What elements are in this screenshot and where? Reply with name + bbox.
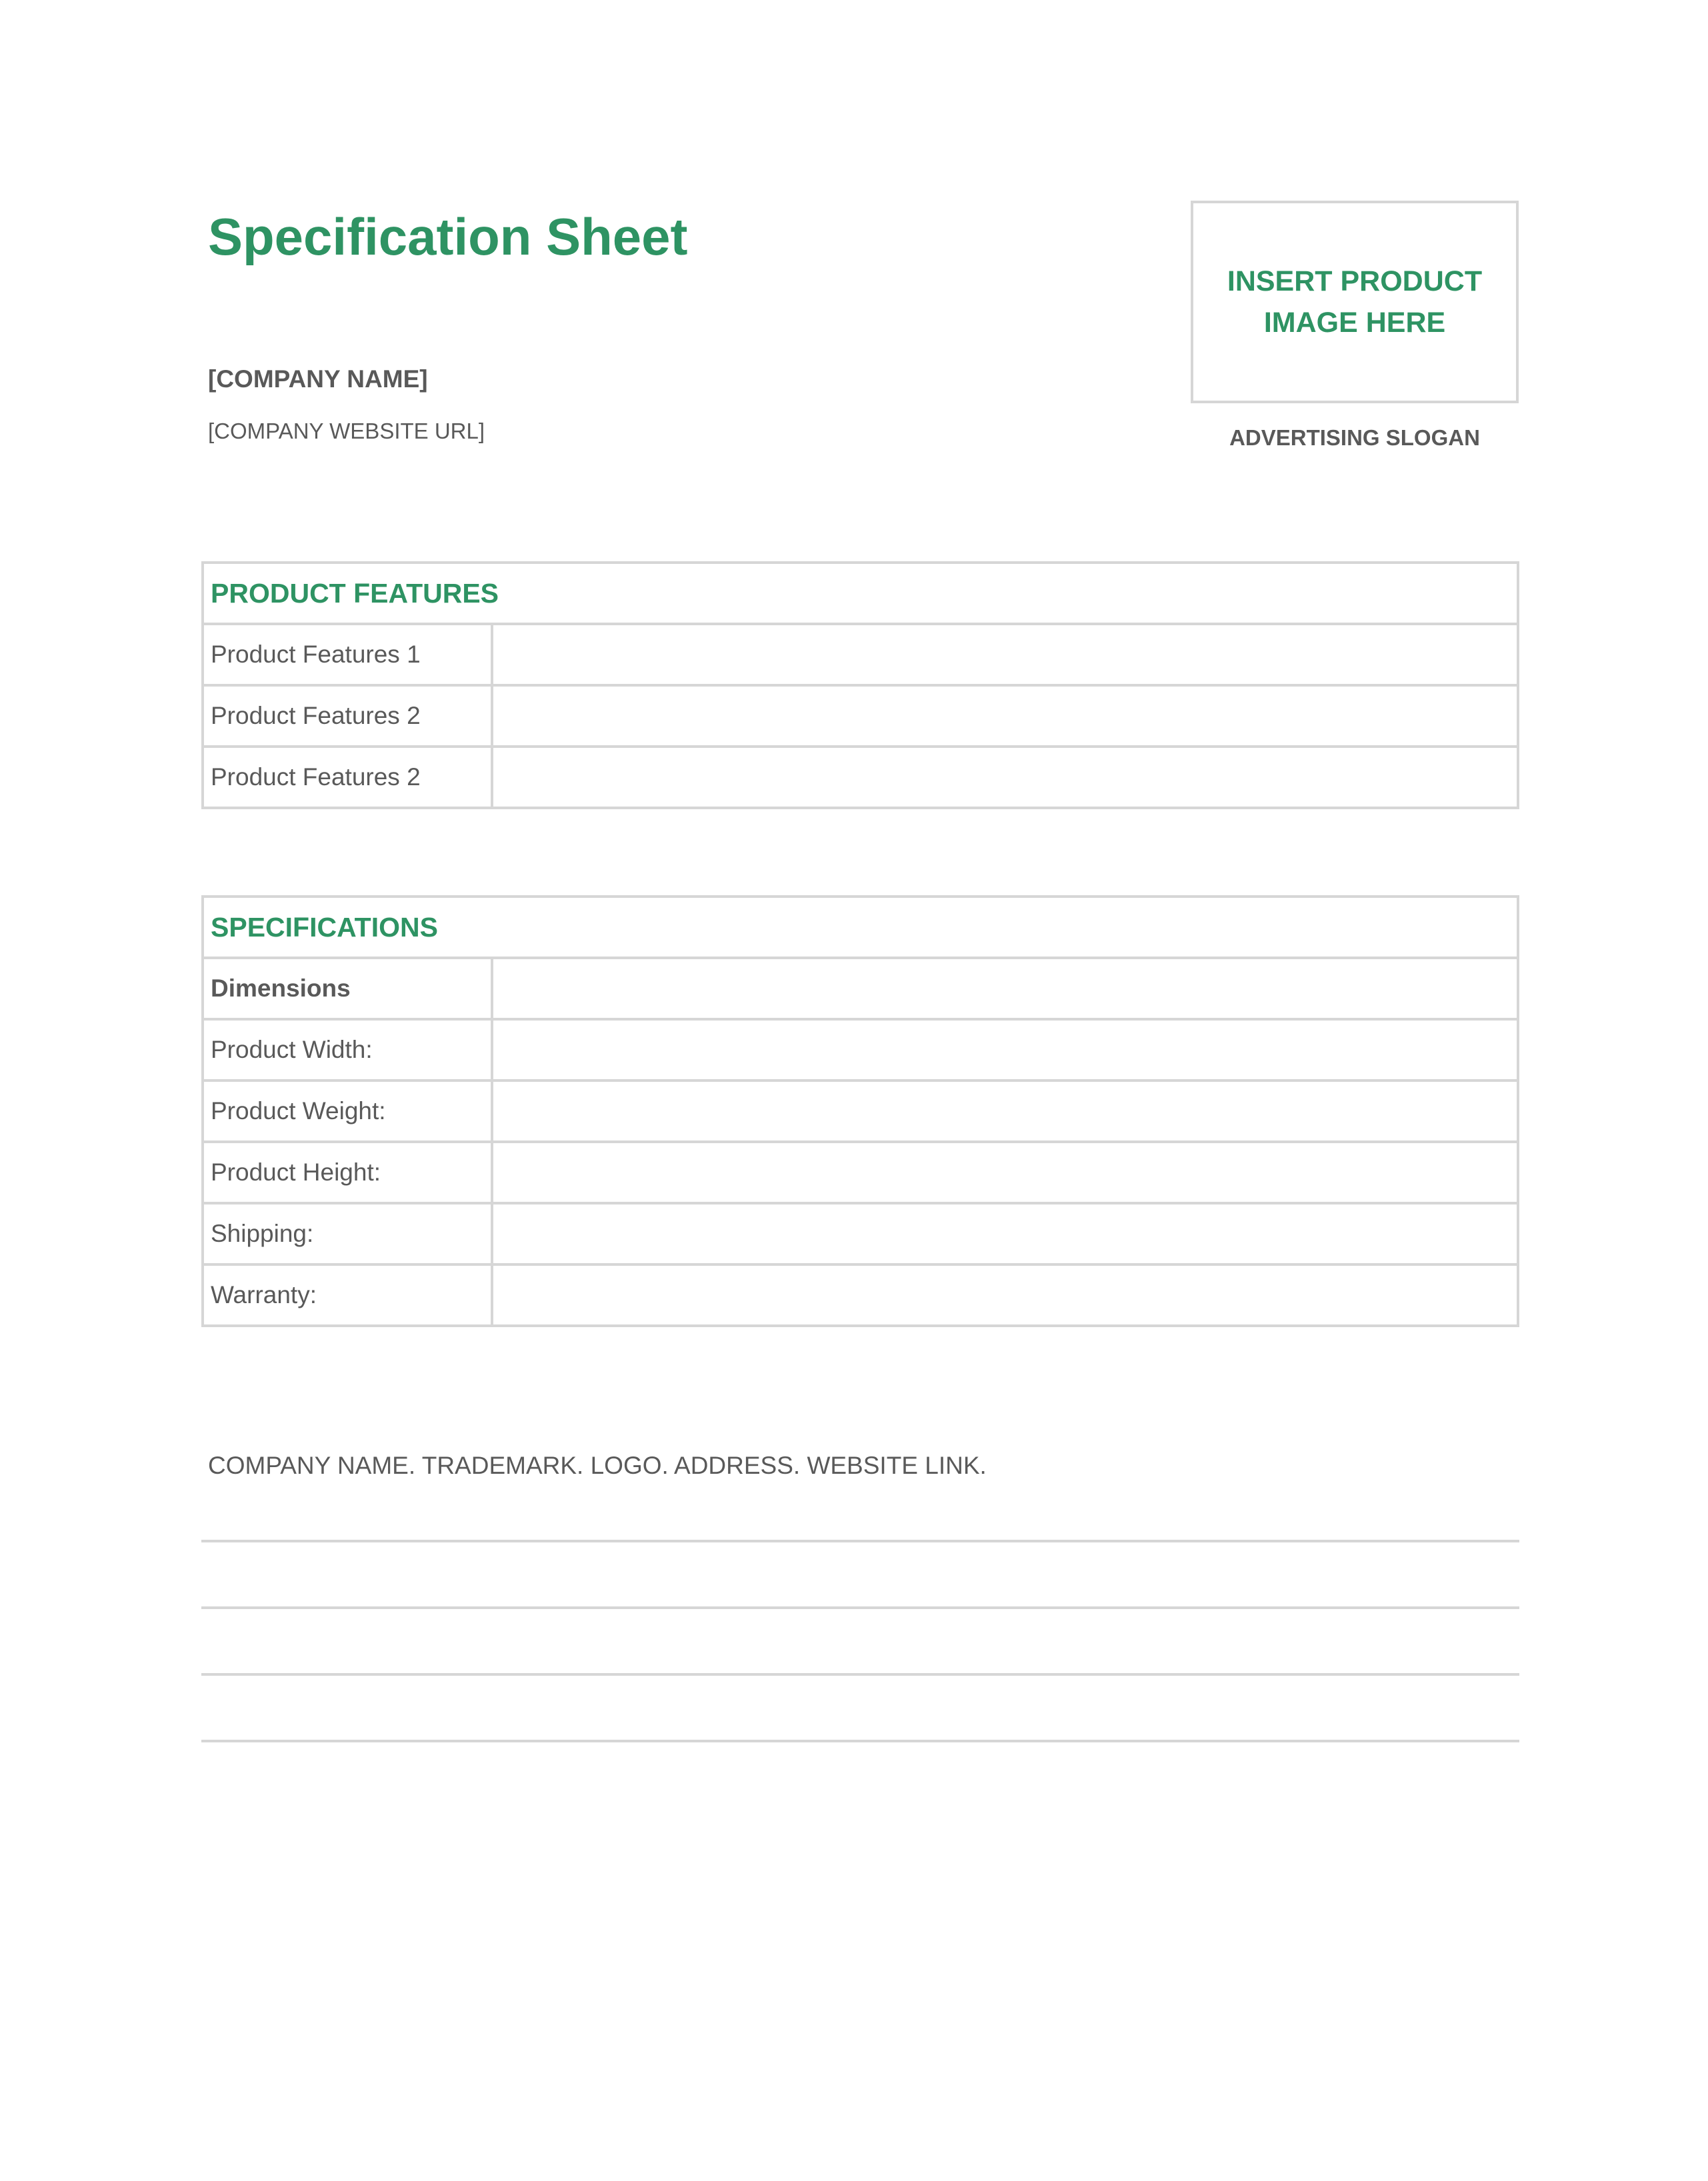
table-row xyxy=(203,624,1518,685)
feature-label: Product Features 2 xyxy=(203,685,492,747)
table-row xyxy=(203,958,1518,1019)
spec-label: Shipping: xyxy=(203,1203,492,1264)
company-website-url: [COMPANY WEBSITE URL] xyxy=(208,419,485,443)
table-row xyxy=(203,1019,1518,1081)
table-row xyxy=(203,1142,1518,1203)
table-row xyxy=(203,747,1518,808)
footer-rule-line xyxy=(201,1740,1519,1742)
product-features-heading: PRODUCT FEATURES xyxy=(203,563,1518,624)
spec-value-cell[interactable] xyxy=(492,1019,1518,1081)
spec-label: Product Width: xyxy=(203,1019,492,1081)
spec-label: Warranty: xyxy=(203,1264,492,1326)
table-header-row xyxy=(203,563,1518,624)
image-placeholder-line-2: IMAGE HERE xyxy=(1263,307,1446,339)
table-row xyxy=(203,1264,1518,1326)
feature-value-cell[interactable] xyxy=(492,685,1518,747)
product-image-placeholder[interactable] xyxy=(1191,201,1519,403)
feature-value-cell[interactable] xyxy=(492,624,1518,685)
feature-label: Product Features 1 xyxy=(203,624,492,685)
footer-rule-line xyxy=(201,1540,1519,1542)
spec-label: Product Height: xyxy=(203,1142,492,1203)
product-image-placeholder-text xyxy=(1193,261,1516,343)
spec-value-cell[interactable] xyxy=(492,1264,1518,1326)
spec-value-cell[interactable] xyxy=(492,1081,1518,1142)
spec-value-cell[interactable] xyxy=(492,1203,1518,1264)
company-name: [COMPANY NAME] xyxy=(208,365,428,393)
footer-rule-line xyxy=(201,1673,1519,1676)
spec-label-dimensions: Dimensions xyxy=(203,958,492,1019)
image-placeholder-line-1: INSERT PRODUCT xyxy=(1227,265,1483,297)
table-row xyxy=(203,1081,1518,1142)
product-features-table xyxy=(201,561,1519,809)
spec-label: Product Weight: xyxy=(203,1081,492,1142)
feature-label: Product Features 2 xyxy=(203,747,492,808)
spec-value-cell[interactable] xyxy=(492,1142,1518,1203)
table-row xyxy=(203,685,1518,747)
advertising-slogan: ADVERTISING SLOGAN xyxy=(1229,425,1480,450)
feature-value-cell[interactable] xyxy=(492,747,1518,808)
page-title: Specification Sheet xyxy=(208,207,688,266)
footer-company-info: COMPANY NAME. TRADEMARK. LOGO. ADDRESS. WEBSITE LINK. xyxy=(208,1452,987,1479)
footer-rule-line xyxy=(201,1606,1519,1609)
spec-value-cell[interactable] xyxy=(492,958,1518,1019)
table-header-row xyxy=(203,897,1518,958)
table-row xyxy=(203,1203,1518,1264)
specifications-heading: SPECIFICATIONS xyxy=(203,897,1518,958)
specifications-table xyxy=(201,895,1519,1327)
